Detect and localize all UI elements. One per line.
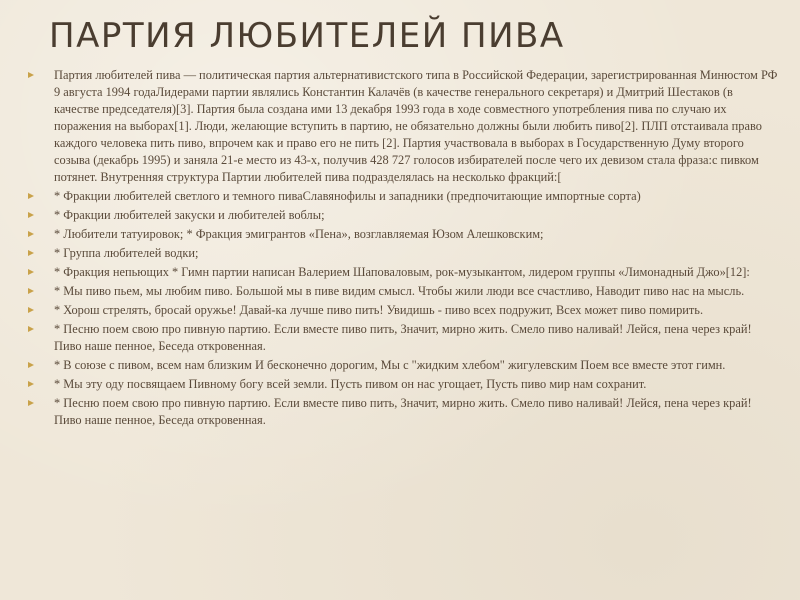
bullet-text: * Фракция непьющих * Гимн партии написан Валерием Шаповаловым, рок-музыкантом, лидером группы «Лимонадный Джо»[12]:: [54, 265, 750, 279]
bullet-text: * Группа любителей водки;: [54, 246, 199, 260]
bullet-item: [28, 67, 780, 186]
bullet-text: * Мы пиво пьем, мы любим пиво. Большой мы в пиве видим смысл. Чтобы жили люди все счастливо, Наводит пиво нас на мысль.: [54, 284, 745, 298]
bullet-arrow-icon: [28, 307, 34, 313]
bullet-text: * Фракции любителей закуски и любителей воблы;: [54, 208, 325, 222]
bullet-arrow-icon: [28, 288, 34, 294]
bullet-text: * Мы эту оду посвящаем Пивному богу всей земли. Пусть пивом он нас угощает, Пусть пиво мир нам сохранит.: [54, 377, 647, 391]
bullet-item: [28, 321, 780, 355]
bullet-text: * Песню поем свою про пивную партию. Если вместе пиво пить, Значит, мирно жить. Смело пиво наливай! Лейся, пена через край! Пиво наше пенное, Беседа откровенная.: [54, 396, 752, 427]
bullet-arrow-icon: [28, 72, 34, 78]
bullet-item: [28, 188, 780, 205]
bullet-arrow-icon: [28, 362, 34, 368]
bullet-item: [28, 302, 780, 319]
bullet-text: * В союзе с пивом, всем нам близким И бесконечно дорогим, Мы с "жидким хлебом" жигулевским Поем все вместе этот гимн.: [54, 358, 726, 372]
bullet-item: [28, 357, 780, 374]
bullet-arrow-icon: [28, 212, 34, 218]
bullet-list: [28, 67, 780, 431]
bullet-text: * Фракции любителей светлого и темного пиваСлавянофилы и западники (предпочитающие импортные сорта): [54, 189, 641, 203]
bullet-item: [28, 376, 780, 393]
bullet-arrow-icon: [28, 400, 34, 406]
bullet-arrow-icon: [28, 269, 34, 275]
bullet-item: [28, 395, 780, 429]
bullet-item: [28, 245, 780, 262]
bullet-text: * Любители татуировок; * Фракция эмигрантов «Пена», возглавляемая Юзом Алешковским;: [54, 227, 544, 241]
bullet-arrow-icon: [28, 231, 34, 237]
bullet-item: [28, 283, 780, 300]
bullet-text: * Песню поем свою про пивную партию. Если вместе пиво пить, Значит, мирно жить. Смело пиво наливай! Лейся, пена через край! Пиво наше пенное, Беседа откровенная.: [54, 322, 752, 353]
bullet-item: [28, 264, 780, 281]
bullet-arrow-icon: [28, 250, 34, 256]
bullet-text: * Хорош стрелять, бросай оружье! Давай-ка лучше пиво пить! Увидишь - пиво всех подружит, Всех может пиво помирить.: [54, 303, 704, 317]
slide-title: ПАРТИЯ ЛЮБИТЕЛЕЙ ПИВА: [49, 16, 565, 56]
bullet-text: Партия любителей пива — политическая партия альтернативистского типа в Российской Федерации, зарегистрированная Минюстом РФ 9 августа 1994 годаЛидерами партии являлись Константин Калачёв (в качестве генерального секретаря) и Дмитрий Шестаков (в качестве председателя)[3]. Партия была создана ими 13 декабря 1993 года в ходе совместного употребления пива по случаю их поражения на выборах[1]. Люди, желающие вступить в партию, не обязательно должны были любить пиво[2]. ПЛП отстаивала право каждого человека пить пиво, впрочем как и право его не пить [2]. Партия участвовала в выборах в Государственную Думу второго созыва (декабрь 1995) и заняла 21-е место из 43-х, получив 428 727 голосов избирателей после чего их девизом стала фраза:с пивком потянет. Внутренняя структура Партии любителей пива подразделялась на несколько фракций:[: [54, 68, 778, 184]
bullet-arrow-icon: [28, 326, 34, 332]
bullet-item: [28, 226, 780, 243]
bullet-arrow-icon: [28, 381, 34, 387]
bullet-item: [28, 207, 780, 224]
bullet-arrow-icon: [28, 193, 34, 199]
